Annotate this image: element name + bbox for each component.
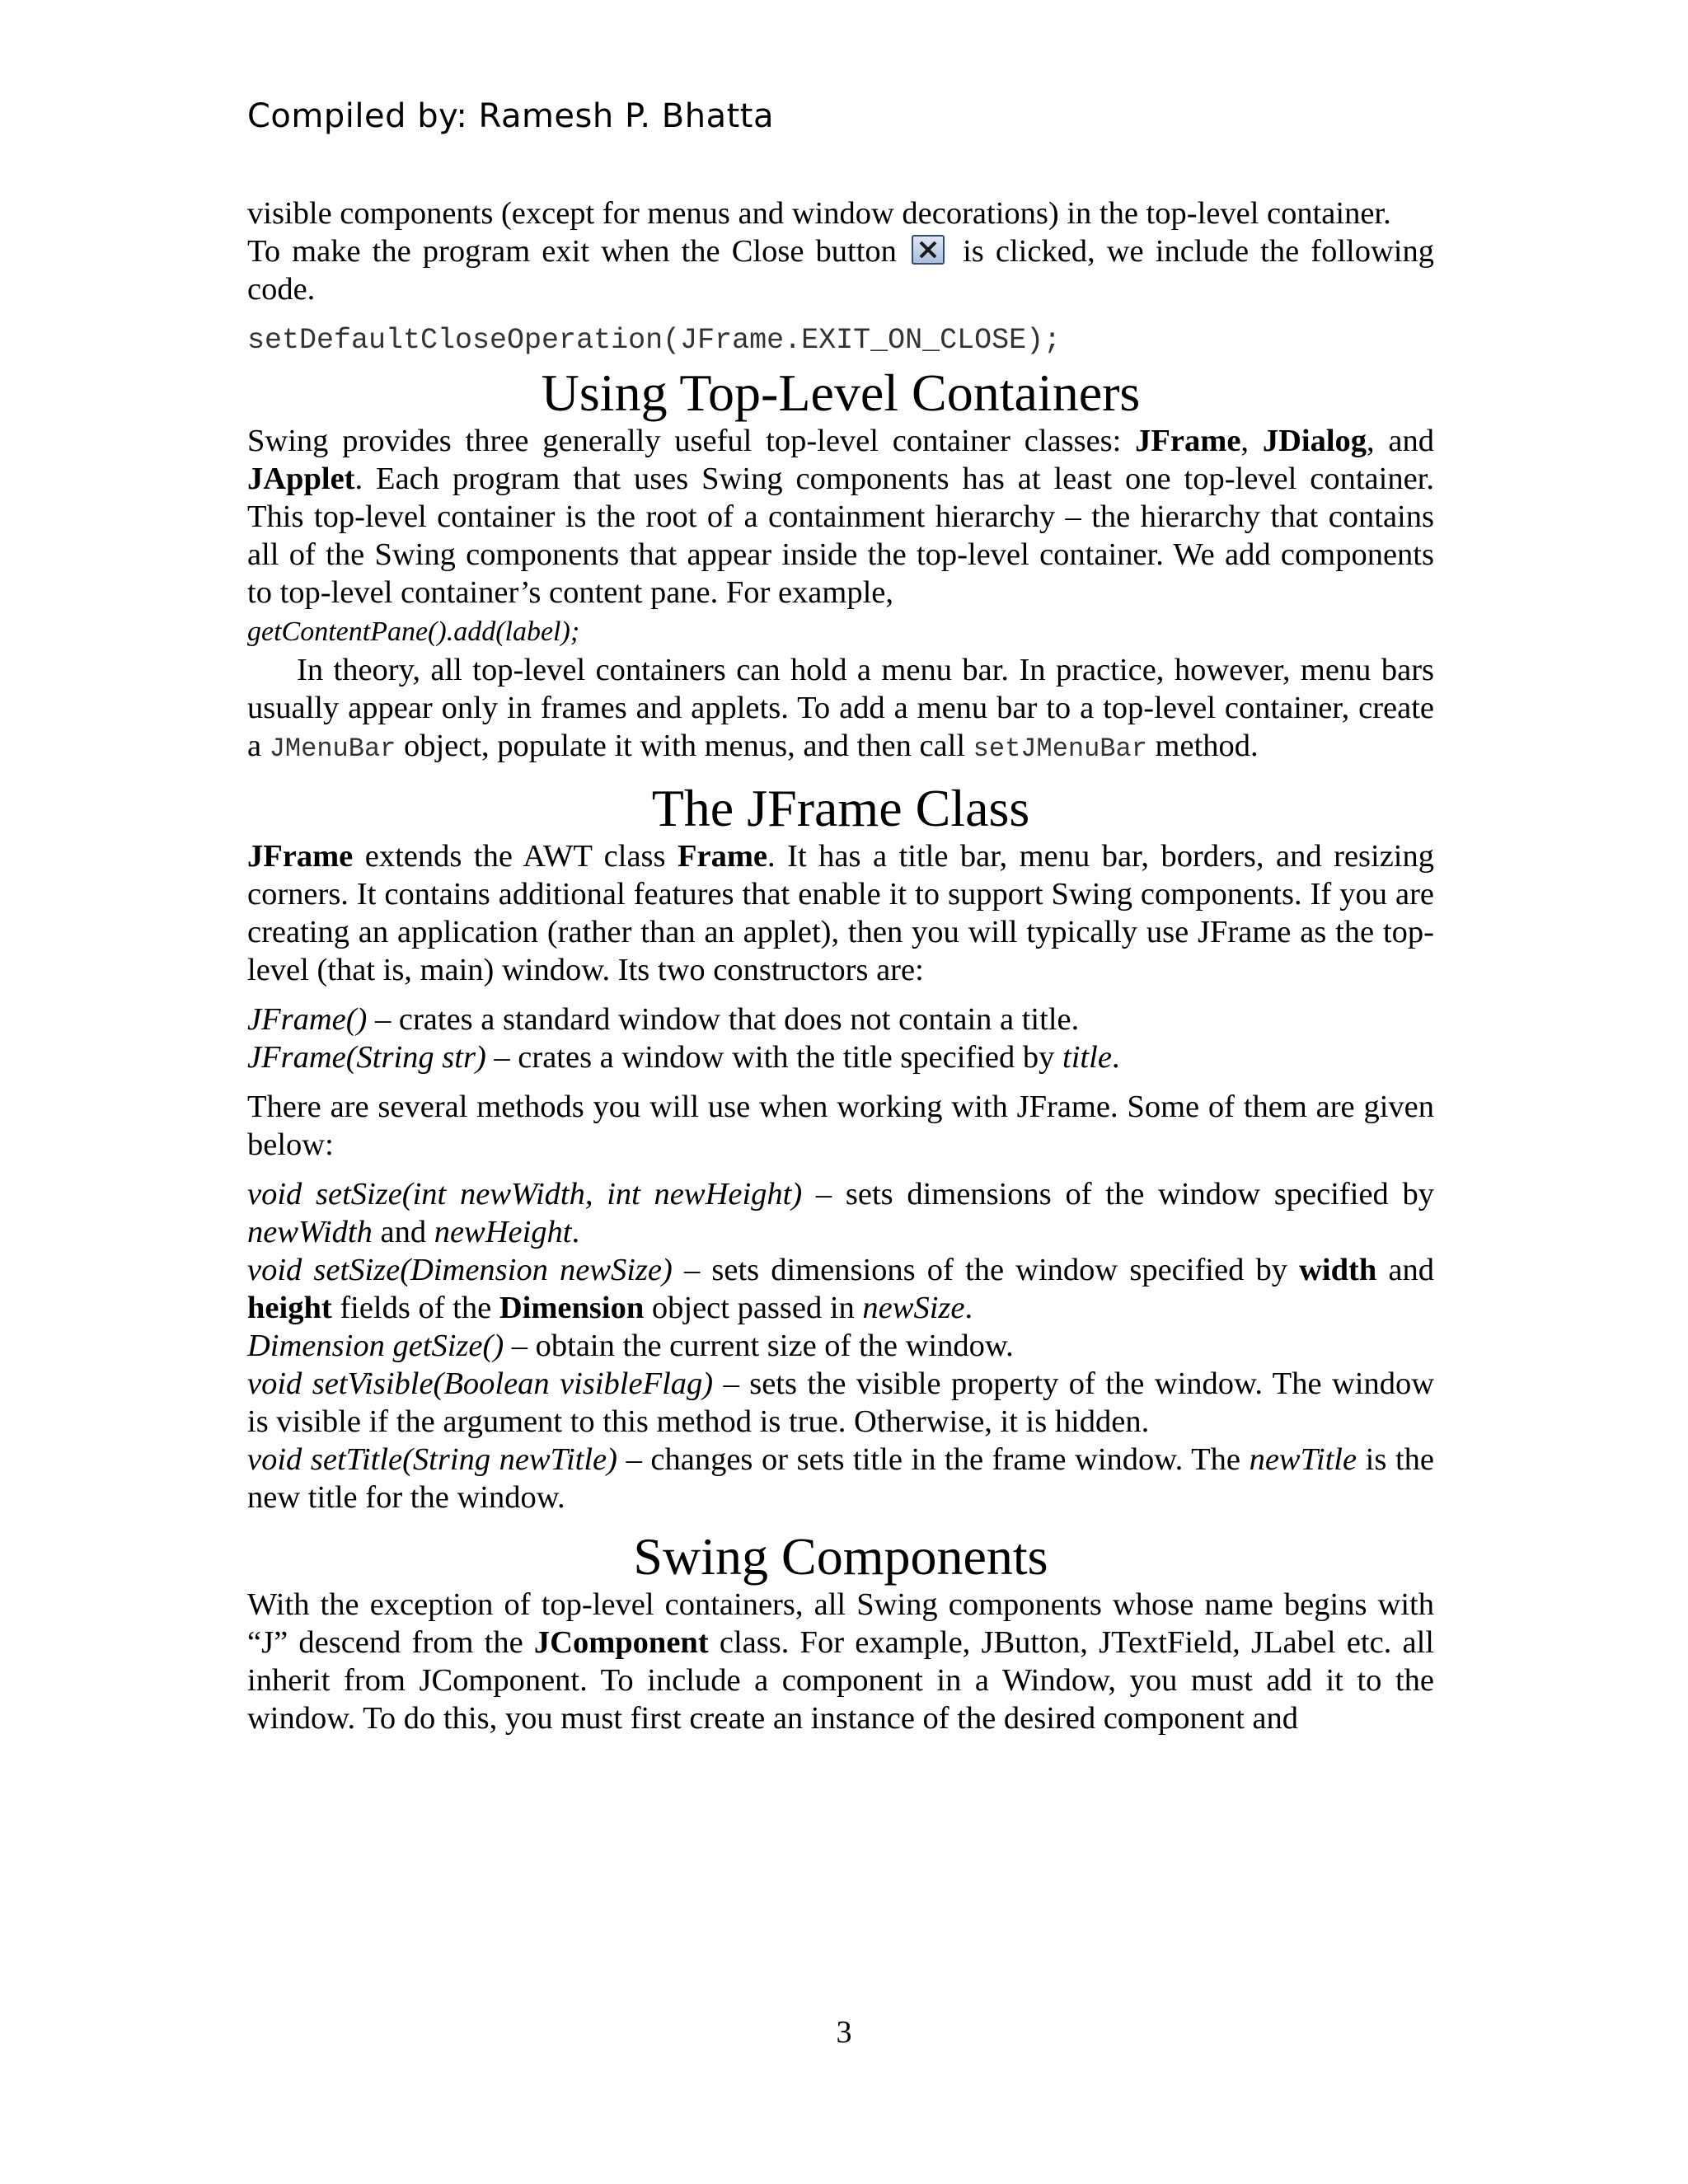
bold-japplet: JApplet — [247, 462, 355, 496]
text-run: . — [571, 1215, 580, 1249]
italic-param: newTitle — [1249, 1442, 1357, 1477]
close-button-icon — [912, 235, 945, 265]
close-text-pre: To make the program exit when the Close button — [247, 234, 897, 269]
constructor-signature: JFrame() — [247, 1002, 368, 1037]
text-run: extends the AWT class — [353, 839, 678, 874]
heading-jframe-class: The JFrame Class — [651, 779, 1030, 837]
text-run: With the exception of top-level containers, all Swing components whose name begins with “J” descend from the — [247, 1587, 1434, 1660]
close-paragraph — [247, 232, 1434, 308]
method-signature: void setSize(Dimension newSize) — [247, 1253, 673, 1287]
bold-width: width — [1299, 1253, 1377, 1287]
method-item — [247, 1365, 1434, 1441]
code-jmenubar: JMenuBar — [269, 733, 396, 764]
method-signature: void setTitle(String newTitle) — [247, 1442, 617, 1477]
example-code: getContentPane().add(label); — [247, 616, 580, 647]
text-run: – changes or sets title in the frame window. The — [617, 1442, 1250, 1477]
text-run: and — [372, 1215, 434, 1249]
bold-jframe: JFrame — [1135, 424, 1241, 458]
heading-swing-components: Swing Components — [633, 1527, 1048, 1586]
bold-jcomponent: JComponent — [533, 1625, 709, 1660]
text-run: is the new title for the window. — [247, 1442, 1434, 1515]
text-run: – sets the visible property of the window. The window is visible if the argument to this method is true. Otherwise, it is hidden. — [247, 1366, 1435, 1439]
method-signature: void setVisible(Boolean visibleFlag) — [247, 1366, 714, 1401]
bold-jdialog: JDialog — [1262, 424, 1367, 458]
code-line: setDefaultCloseOperation(JFrame.EXIT_ON_CLOSE); — [247, 324, 1062, 357]
text-run: Swing provides three generally useful top-level container classes: — [247, 424, 1136, 458]
constructor-description: – crates a window with the title specified by — [485, 1040, 1063, 1075]
jframe-paragraph — [247, 837, 1434, 989]
intro-paragraph: visible components (except for menus and window decorations) in the top-level container. — [247, 196, 1391, 231]
swing-components-paragraph — [247, 1586, 1434, 1737]
menu-bar-paragraph — [247, 651, 1434, 768]
text-run: object passed in — [644, 1291, 863, 1325]
text-run: . — [964, 1291, 973, 1325]
text-run: . Each program that uses Swing components has at least one top-level container. This top-level container is the root of a containment hierarchy – the hierarchy that contains all of the Swing components that appear inside the top-level container. We add components to top-level container’s content pane. For example, — [247, 462, 1434, 610]
text-run: method. — [1146, 729, 1259, 763]
bold-jframe: JFrame — [247, 839, 354, 874]
italic-param: newSize — [862, 1291, 965, 1325]
constructor-signature: JFrame(String str) — [247, 1040, 486, 1075]
bold-height: height — [247, 1291, 332, 1325]
constructor-item — [247, 1001, 1434, 1038]
text-run: . It has a title bar, menu bar, borders, and resizing corners. It contains additional features that enable it to support Swing components. If you are creating an application (rather than an applet), then you will typically use JFrame as the top-level (that is, main) window. Its two constructors are: — [247, 839, 1434, 987]
page-number: 3 — [836, 2015, 852, 2050]
page-content — [247, 194, 1434, 1737]
text-run: . — [1111, 1040, 1120, 1075]
italic-param: newHeight — [434, 1215, 572, 1249]
heading-top-level-containers: Using Top-Level Containers — [541, 363, 1141, 422]
bold-dimension: Dimension — [499, 1291, 645, 1325]
text-run: fields of the — [331, 1291, 499, 1325]
close-text-post: is clicked, we include the following code. — [247, 234, 1434, 307]
text-run: , and — [1367, 424, 1435, 458]
italic-param: newWidth — [247, 1215, 373, 1249]
italic-title: title — [1062, 1040, 1112, 1075]
text-run: class. For example, JButton, JTextField, JLabel etc. all inherit from JComponent. To include a component in a Window, you must add it to the window. To do this, you must first create an instance of the desired component and — [247, 1625, 1435, 1736]
bold-frame: Frame — [678, 839, 768, 874]
methods-intro: There are several methods you will use when working with JFrame. Some of them are given below: — [247, 1090, 1434, 1162]
text-run: – sets dimensions of the window specified by — [672, 1253, 1300, 1287]
text-run: – sets dimensions of the window specified by — [802, 1177, 1435, 1212]
text-run: In theory, all top-level containers can hold a menu bar. In practice, however, menu bars usually appear only in frames and applets. To add a menu bar to a top-level container, create a — [247, 653, 1434, 763]
top-level-paragraph — [247, 422, 1434, 612]
text-run: and — [1376, 1253, 1434, 1287]
code-setjmenubar: setJMenuBar — [973, 733, 1147, 764]
text-run: , — [1240, 424, 1263, 458]
constructor-description: – crates a standard window that does not contain a title. — [367, 1002, 1080, 1037]
constructor-item — [247, 1038, 1434, 1076]
method-signature: Dimension getSize() — [247, 1329, 504, 1363]
method-item — [247, 1441, 1434, 1516]
text-run: – obtain the current size of the window. — [504, 1329, 1014, 1363]
text-run: object, populate it with menus, and then call — [396, 729, 973, 763]
content-pane-example — [247, 612, 1434, 651]
method-item — [247, 1327, 1434, 1365]
method-item — [247, 1175, 1434, 1251]
method-signature: void setSize(int newWidth, int newHeight) — [247, 1177, 803, 1212]
method-item — [247, 1251, 1434, 1327]
page-header: Compiled by: Ramesh P. Bhatta — [247, 97, 774, 135]
